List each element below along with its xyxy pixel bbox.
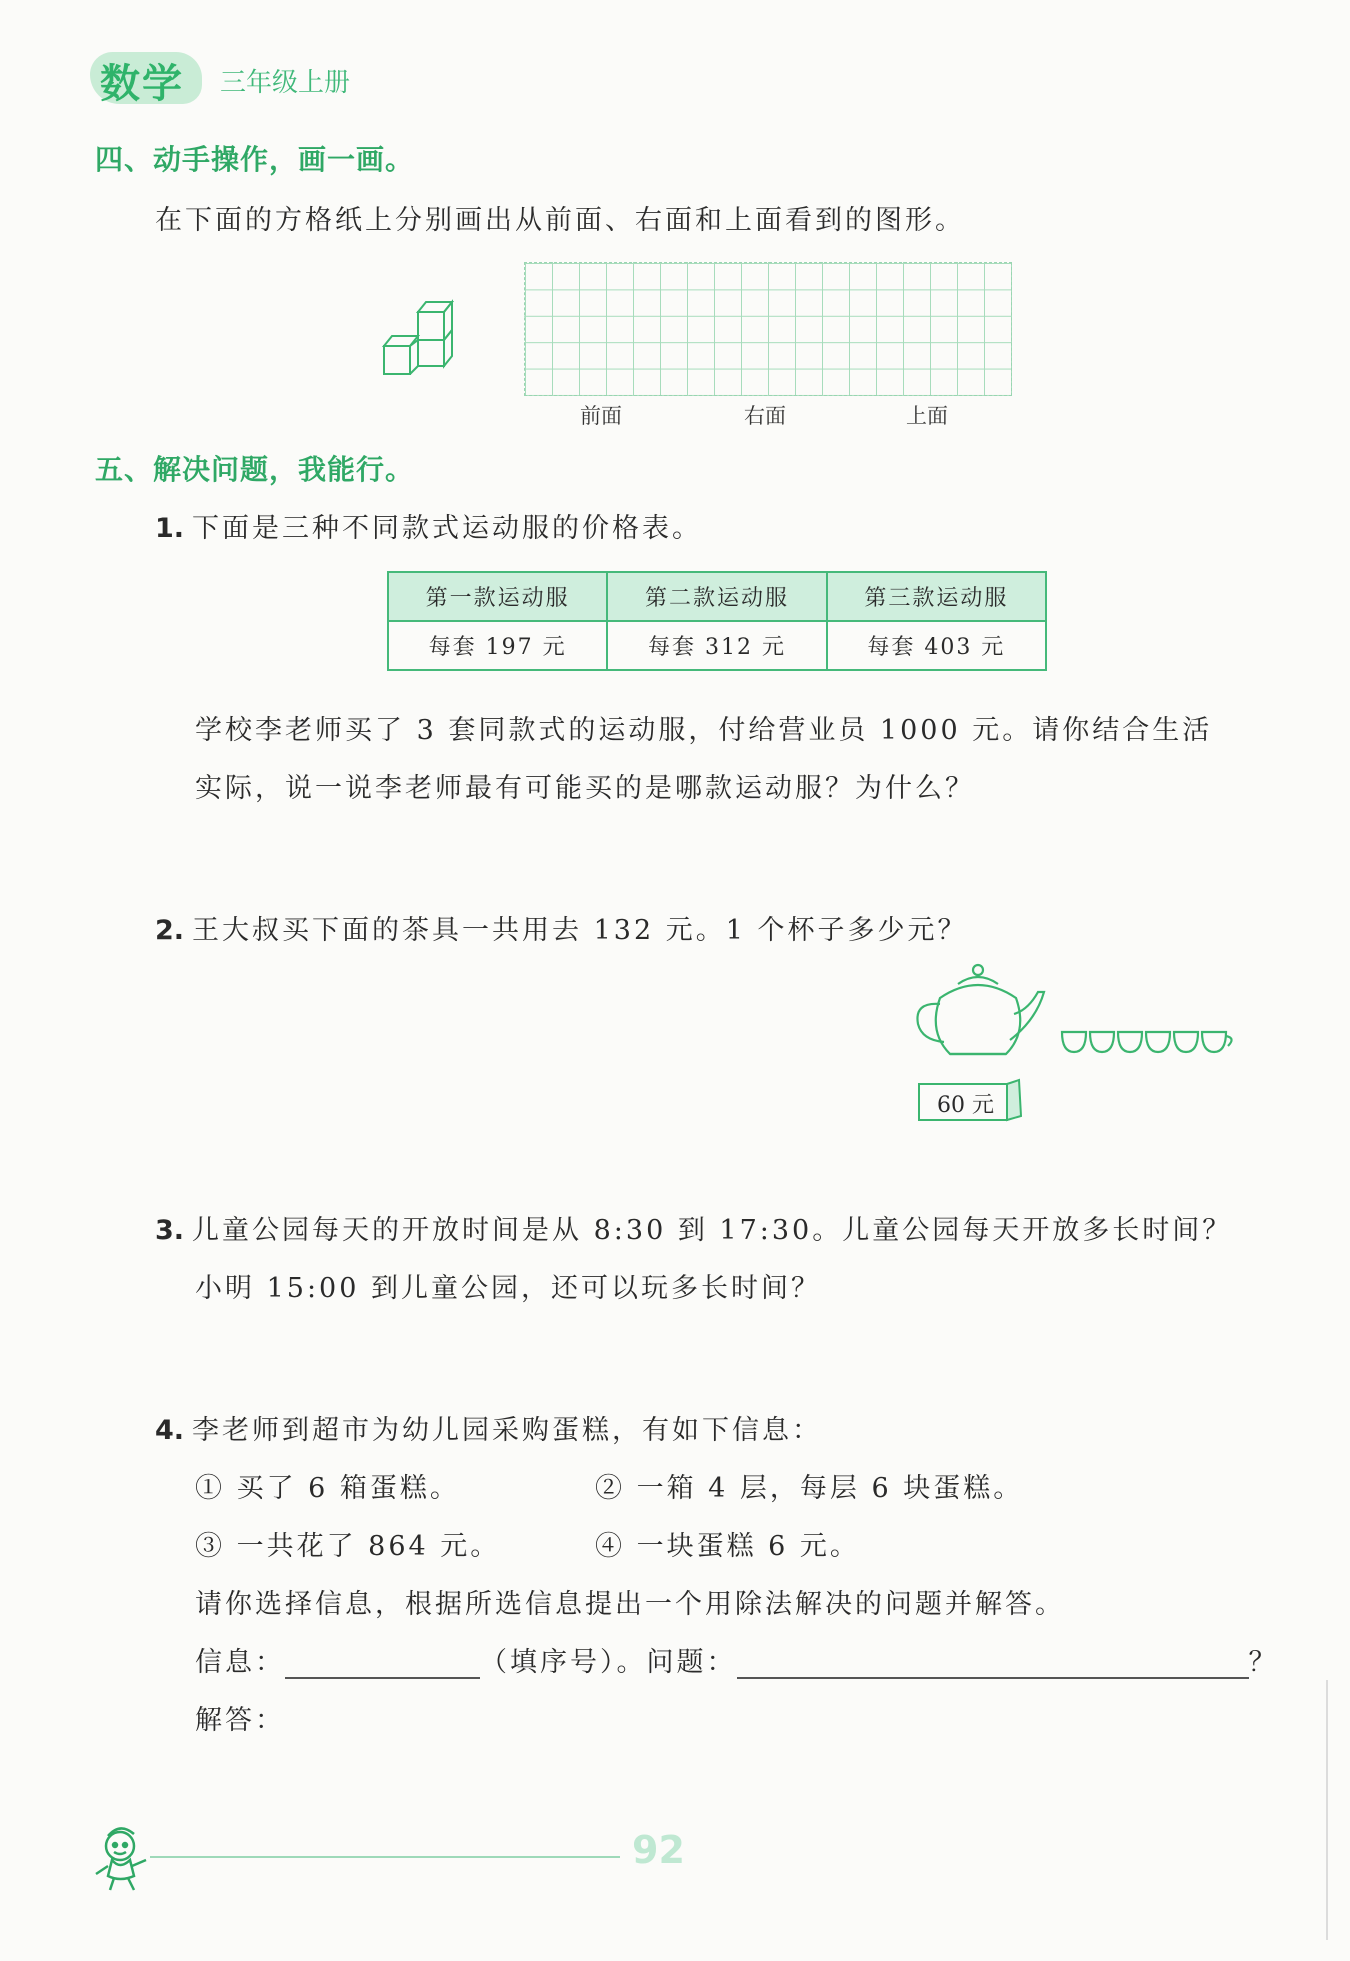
page-edge-shadow bbox=[1326, 1680, 1328, 1940]
price-table-header: 第三款运动服 bbox=[827, 572, 1046, 621]
grid-label-right: 右面 bbox=[744, 404, 786, 428]
teapot-icon bbox=[910, 962, 1250, 1072]
section-5-title: 五、解决问题，我能行。 bbox=[95, 453, 415, 486]
price-table-header-row bbox=[388, 572, 1046, 621]
q4-prompt: 李老师到超市为幼儿园采购蛋糕，有如下信息： bbox=[192, 1415, 823, 1446]
price-table-cell: 每套 403 元 bbox=[827, 621, 1046, 670]
q1-line2: 实际，说一说李老师最有可能买的是哪款运动服？为什么？ bbox=[195, 773, 975, 804]
q1-number: 1. bbox=[155, 513, 185, 544]
price-table-header: 第一款运动服 bbox=[388, 572, 607, 621]
q2-number: 2. bbox=[155, 915, 185, 946]
grid-label-front: 前面 bbox=[580, 404, 622, 428]
grid-paper[interactable] bbox=[524, 262, 1012, 396]
q2-prompt: 王大叔买下面的茶具一共用去 132 元。1 个杯子多少元？ bbox=[192, 915, 968, 946]
q4-instruction: 请你选择信息，根据所选信息提出一个用除法解决的问题并解答。 bbox=[195, 1589, 1065, 1620]
q4-number: 4. bbox=[155, 1415, 185, 1446]
cube-stack-icon bbox=[380, 298, 460, 380]
q3-prompt: 儿童公园每天的开放时间是从 8:30 到 17:30。儿童公园每天开放多长时间？ bbox=[192, 1215, 1233, 1246]
q3-line2: 小明 15:00 到儿童公园，还可以玩多长时间？ bbox=[195, 1273, 821, 1304]
q3-line1 bbox=[155, 1208, 1232, 1247]
q1-prompt: 下面是三种不同款式运动服的价格表。 bbox=[192, 513, 703, 544]
price-table-cell: 每套 312 元 bbox=[607, 621, 826, 670]
q3-number: 3. bbox=[155, 1215, 185, 1246]
q4-info-3: ③ 一共花了 864 元。 bbox=[195, 1531, 501, 1562]
q4-text bbox=[155, 1408, 822, 1447]
cups-row bbox=[1062, 1032, 1232, 1052]
q4-info-2: ② 一箱 4 层，每层 6 块蛋糕。 bbox=[595, 1473, 1024, 1504]
price-table-header: 第二款运动服 bbox=[607, 572, 826, 621]
fill-hint: （填序号）。问题： bbox=[480, 1647, 737, 1678]
header-grade: 三年级上册 bbox=[220, 68, 351, 98]
q4-fill-row bbox=[195, 1640, 1279, 1679]
answer-label: 解答： bbox=[195, 1705, 285, 1736]
info-blank[interactable] bbox=[285, 1647, 480, 1679]
q1-line1: 学校李老师买了 3 套同款式的运动服，付给营业员 1000 元。请你结合生活 bbox=[195, 715, 1213, 746]
q2-text bbox=[155, 908, 968, 947]
footer-rule bbox=[150, 1856, 620, 1858]
question-mark: ？ bbox=[1248, 1647, 1279, 1678]
info-label: 信息： bbox=[195, 1647, 285, 1678]
header-subject: 数学 bbox=[100, 61, 184, 107]
q4-info-1: ① 买了 6 箱蛋糕。 bbox=[195, 1473, 460, 1504]
q1-text bbox=[155, 506, 702, 545]
grid-label-top: 上面 bbox=[906, 404, 948, 428]
section-4-instruction: 在下面的方格纸上分别画出从前面、右面和上面看到的图形。 bbox=[155, 205, 965, 236]
page-number: 92 bbox=[632, 1828, 685, 1872]
price-tag-label: 60 元 bbox=[937, 1093, 994, 1118]
q4-info-4: ④ 一块蛋糕 6 元。 bbox=[595, 1531, 860, 1562]
price-table-cell: 每套 197 元 bbox=[388, 621, 607, 670]
question-blank[interactable] bbox=[737, 1647, 1249, 1679]
section-4-title: 四、动手操作，画一画。 bbox=[95, 143, 415, 176]
price-table bbox=[387, 571, 1047, 671]
price-table-row bbox=[388, 621, 1046, 670]
